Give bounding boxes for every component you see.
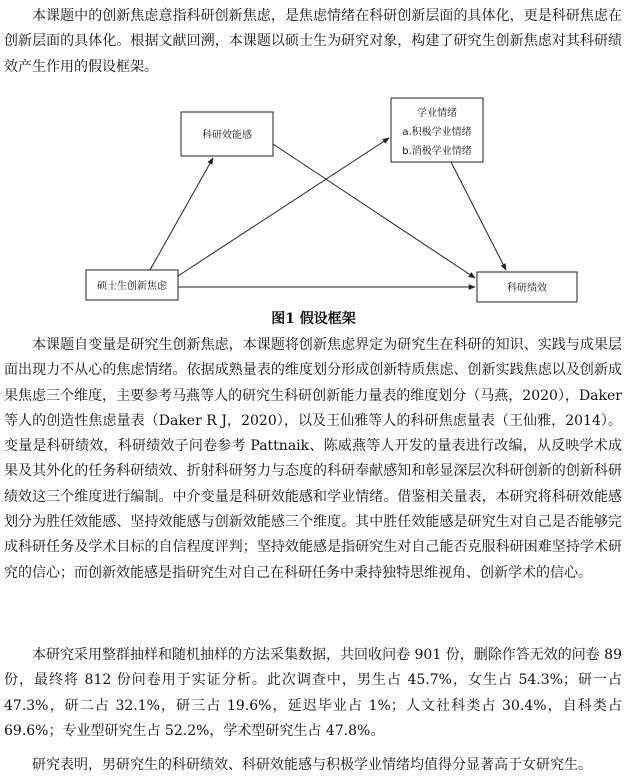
result-paragraph: 研究表明，男研究生的科研绩效、科研效能感与积极学业情绪均值得分显著高于女研究生。 (32, 757, 592, 773)
box-research-efficacy (181, 112, 273, 156)
label-academic-emotion: 学业情绪 (417, 108, 457, 119)
variables-paragraph: 本课题自变量是研究生创新焦虑，本课题将创新焦虑界定为研究生在科研的知识、实践与成果层面出现力不从心的焦虑情绪。依据成熟量表的维度划分形成创新特质焦虑、创新实践焦虑以及创新成果焦虑三个维度，主要参考马燕等人的研究生科研创新能力量表的维度划分（马燕，2020），Daker等人的创造性焦虑量表（Daker R J，2020），以及王仙雅等人的科研焦虑量表（王仙雅，2014）。变量是科研绩效，科研绩效子问卷参考 Pattnaik、陈威燕等人开发的量表进行改编，从反映学术成果及其外化的任务科研绩效、折射科研努力与态度的科研奉献感知和彰显深层次科研创新的创新科研绩效这三个维度进行编制。中介变量是科研效能感和学业情绪。借鉴相关量表，本研究将科研效能感划分为胜任效能感、坚持效能感与创新效能感三个维度。其中胜任效能感是研究生对自己是否能够完成科研任务及学术目标的自信程度评判；坚持效能感是指研究生对自己能否克服科研困难坚持学术研究的信心；而创新效能感是指研究生对自己在科研任务中秉持独特思维视角、创新学术的信心。 (4, 337, 622, 581)
label-research-efficacy: 科研效能感 (202, 130, 252, 141)
label-research-performance: 科研绩效 (507, 283, 547, 294)
arrow-anxiety-to-emotion (178, 138, 389, 276)
method-paragraph: 本研究采用整群抽样和随机抽样的方法采集数据，共回收问卷 901 份，删除作答无效的问卷 89 份，最终将 812 份问卷用于实证分析。此次调查中，男生占 45.7%，女生占 54.3%；研一占 47.3%，研二占 32.1%，研三占 19.6%，延迟毕业占 1%；人文社科类占 30.4%，自科类占 69.6%；专业型研究生占 52.2%，学术型研究生占 47.8%。 (4, 647, 622, 739)
label-positive-emotion: a.积极学业情绪 (402, 127, 472, 138)
hypothesis-framework-diagram (0, 88, 627, 312)
arrow-emotion-to-performance (451, 162, 506, 270)
label-master-innovation-anxiety: 硕士生创新焦虑 (97, 281, 167, 292)
box-research-performance (477, 272, 577, 302)
box-academic-emotion (391, 98, 483, 162)
label-negative-emotion: b.消极学业情绪 (402, 146, 472, 157)
figure-caption: 图1 假设框架 (271, 311, 356, 327)
intro-paragraph: 本课题中的创新焦虑意指科研创新焦虑，是焦虑情绪在科研创新层面的具体化，更是科研焦虑在创新层面的具体化。根据文献回溯，本课题以硕士生为研究对象，构建了研究生创新焦虑对其科研绩效产生作用的假设框架。 (4, 8, 622, 75)
arrow-efficacy-to-performance (273, 144, 475, 278)
arrow-anxiety-to-efficacy (150, 158, 213, 270)
box-master-innovation-anxiety (86, 270, 178, 300)
